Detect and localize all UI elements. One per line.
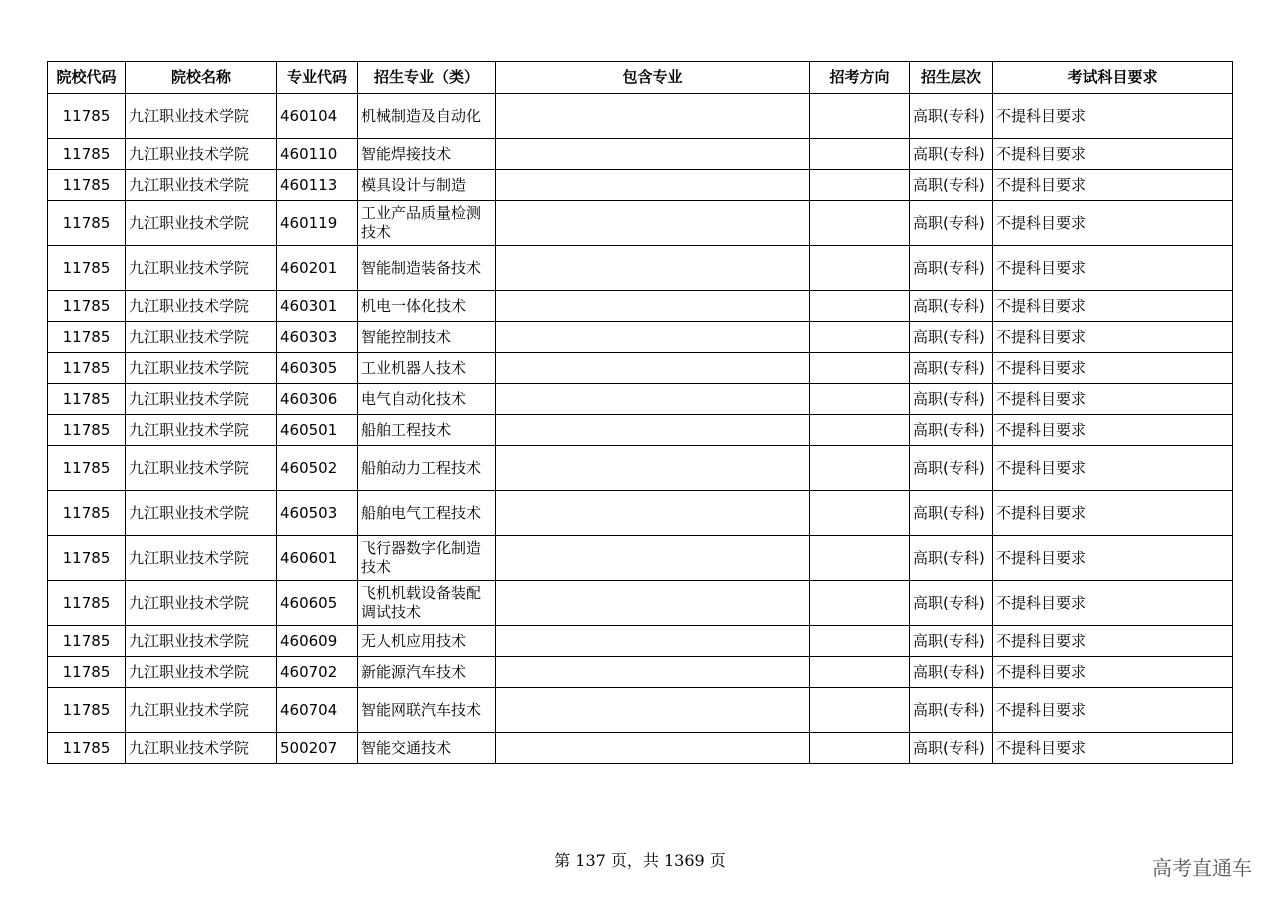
table-row <box>48 415 1233 446</box>
included-majors-cell <box>496 170 810 201</box>
table-row <box>48 581 1233 626</box>
requirement-cell: 不提科目要求 <box>993 170 1233 201</box>
requirement-cell: 不提科目要求 <box>993 291 1233 322</box>
direction-cell <box>810 291 910 322</box>
direction-cell <box>810 581 910 626</box>
direction-cell <box>810 688 910 733</box>
table-row <box>48 384 1233 415</box>
included-majors-cell <box>496 201 810 246</box>
school-code-cell: 11785 <box>48 733 126 764</box>
major-name-cell: 模具设计与制造 <box>358 170 496 201</box>
school-code-cell: 11785 <box>48 626 126 657</box>
major-name-cell: 智能网联汽车技术 <box>358 688 496 733</box>
direction-cell <box>810 322 910 353</box>
major-name-cell: 智能制造装备技术 <box>358 246 496 291</box>
school-name-cell: 九江职业技术学院 <box>126 246 277 291</box>
school-code-cell: 11785 <box>48 446 126 491</box>
major-name-cell: 无人机应用技术 <box>358 626 496 657</box>
direction-cell <box>810 657 910 688</box>
requirement-cell: 不提科目要求 <box>993 415 1233 446</box>
included-majors-cell <box>496 353 810 384</box>
school-code-cell: 11785 <box>48 170 126 201</box>
requirement-cell: 不提科目要求 <box>993 626 1233 657</box>
direction-cell <box>810 170 910 201</box>
major-code-cell: 500207 <box>277 733 358 764</box>
table-row <box>48 94 1233 139</box>
direction-cell <box>810 536 910 581</box>
major-name-cell: 船舶电气工程技术 <box>358 491 496 536</box>
school-code-cell: 11785 <box>48 322 126 353</box>
requirement-cell: 不提科目要求 <box>993 446 1233 491</box>
major-code-cell: 460609 <box>277 626 358 657</box>
major-code-cell: 460502 <box>277 446 358 491</box>
level-cell: 高职(专科) <box>910 201 993 246</box>
major-code-cell: 460601 <box>277 536 358 581</box>
school-name-cell: 九江职业技术学院 <box>126 657 277 688</box>
school-name-cell: 九江职业技术学院 <box>126 201 277 246</box>
school-name-cell: 九江职业技术学院 <box>126 446 277 491</box>
table-row <box>48 733 1233 764</box>
requirement-cell: 不提科目要求 <box>993 139 1233 170</box>
table-row <box>48 201 1233 246</box>
included-majors-cell <box>496 688 810 733</box>
header-requirement: 考试科目要求 <box>993 62 1233 94</box>
school-name-cell: 九江职业技术学院 <box>126 733 277 764</box>
table-row <box>48 353 1233 384</box>
included-majors-cell <box>496 536 810 581</box>
school-code-cell: 11785 <box>48 353 126 384</box>
major-code-cell: 460306 <box>277 384 358 415</box>
major-name-cell: 飞行器数字化制造技术 <box>358 536 496 581</box>
major-code-cell: 460305 <box>277 353 358 384</box>
level-cell: 高职(专科) <box>910 170 993 201</box>
major-code-cell: 460704 <box>277 688 358 733</box>
table-row <box>48 246 1233 291</box>
major-code-cell: 460503 <box>277 491 358 536</box>
school-name-cell: 九江职业技术学院 <box>126 415 277 446</box>
level-cell: 高职(专科) <box>910 688 993 733</box>
school-code-cell: 11785 <box>48 291 126 322</box>
table-row <box>48 322 1233 353</box>
included-majors-cell <box>496 581 810 626</box>
table-row <box>48 688 1233 733</box>
school-name-cell: 九江职业技术学院 <box>126 688 277 733</box>
requirement-cell: 不提科目要求 <box>993 94 1233 139</box>
direction-cell <box>810 384 910 415</box>
school-code-cell: 11785 <box>48 94 126 139</box>
header-major: 招生专业（类） <box>358 62 496 94</box>
school-name-cell: 九江职业技术学院 <box>126 94 277 139</box>
school-name-cell: 九江职业技术学院 <box>126 139 277 170</box>
level-cell: 高职(专科) <box>910 139 993 170</box>
header-school-name: 院校名称 <box>126 62 277 94</box>
major-name-cell: 智能控制技术 <box>358 322 496 353</box>
major-code-cell: 460301 <box>277 291 358 322</box>
major-name-cell: 工业机器人技术 <box>358 353 496 384</box>
requirement-cell: 不提科目要求 <box>993 491 1233 536</box>
header-direction: 招考方向 <box>810 62 910 94</box>
table-row <box>48 491 1233 536</box>
included-majors-cell <box>496 94 810 139</box>
included-majors-cell <box>496 291 810 322</box>
included-majors-cell <box>496 384 810 415</box>
major-code-cell: 460201 <box>277 246 358 291</box>
included-majors-cell <box>496 657 810 688</box>
school-code-cell: 11785 <box>48 688 126 733</box>
major-name-cell: 工业产品质量检测技术 <box>358 201 496 246</box>
header-included-majors: 包含专业 <box>496 62 810 94</box>
requirement-cell: 不提科目要求 <box>993 536 1233 581</box>
included-majors-cell <box>496 626 810 657</box>
direction-cell <box>810 446 910 491</box>
level-cell: 高职(专科) <box>910 536 993 581</box>
requirement-cell: 不提科目要求 <box>993 733 1233 764</box>
major-code-cell: 460113 <box>277 170 358 201</box>
included-majors-cell <box>496 322 810 353</box>
level-cell: 高职(专科) <box>910 384 993 415</box>
table-row <box>48 170 1233 201</box>
major-name-cell: 机械制造及自动化 <box>358 94 496 139</box>
level-cell: 高职(专科) <box>910 415 993 446</box>
table-row <box>48 536 1233 581</box>
major-code-cell: 460303 <box>277 322 358 353</box>
school-name-cell: 九江职业技术学院 <box>126 322 277 353</box>
direction-cell <box>810 415 910 446</box>
table-body <box>48 94 1233 764</box>
school-code-cell: 11785 <box>48 581 126 626</box>
direction-cell <box>810 246 910 291</box>
major-code-cell: 460702 <box>277 657 358 688</box>
school-code-cell: 11785 <box>48 139 126 170</box>
direction-cell <box>810 733 910 764</box>
requirement-cell: 不提科目要求 <box>993 246 1233 291</box>
requirement-cell: 不提科目要求 <box>993 322 1233 353</box>
requirement-cell: 不提科目要求 <box>993 688 1233 733</box>
major-code-cell: 460110 <box>277 139 358 170</box>
school-name-cell: 九江职业技术学院 <box>126 384 277 415</box>
direction-cell <box>810 353 910 384</box>
major-code-cell: 460501 <box>277 415 358 446</box>
direction-cell <box>810 94 910 139</box>
major-code-cell: 460605 <box>277 581 358 626</box>
table-row <box>48 139 1233 170</box>
requirement-cell: 不提科目要求 <box>993 201 1233 246</box>
major-name-cell: 飞机机载设备装配调试技术 <box>358 581 496 626</box>
requirement-cell: 不提科目要求 <box>993 384 1233 415</box>
major-name-cell: 机电一体化技术 <box>358 291 496 322</box>
level-cell: 高职(专科) <box>910 657 993 688</box>
school-code-cell: 11785 <box>48 536 126 581</box>
level-cell: 高职(专科) <box>910 446 993 491</box>
school-name-cell: 九江职业技术学院 <box>126 353 277 384</box>
major-code-cell: 460119 <box>277 201 358 246</box>
school-name-cell: 九江职业技术学院 <box>126 626 277 657</box>
level-cell: 高职(专科) <box>910 491 993 536</box>
requirement-cell: 不提科目要求 <box>993 657 1233 688</box>
school-name-cell: 九江职业技术学院 <box>126 291 277 322</box>
included-majors-cell <box>496 415 810 446</box>
major-code-cell: 460104 <box>277 94 358 139</box>
major-name-cell: 智能焊接技术 <box>358 139 496 170</box>
direction-cell <box>810 491 910 536</box>
school-name-cell: 九江职业技术学院 <box>126 491 277 536</box>
header-level: 招生层次 <box>910 62 993 94</box>
table-row <box>48 626 1233 657</box>
level-cell: 高职(专科) <box>910 581 993 626</box>
level-cell: 高职(专科) <box>910 626 993 657</box>
admissions-table <box>47 61 1233 764</box>
header-major-code: 专业代码 <box>277 62 358 94</box>
level-cell: 高职(专科) <box>910 322 993 353</box>
level-cell: 高职(专科) <box>910 291 993 322</box>
school-name-cell: 九江职业技术学院 <box>126 581 277 626</box>
header-school-code: 院校代码 <box>48 62 126 94</box>
school-name-cell: 九江职业技术学院 <box>126 536 277 581</box>
direction-cell <box>810 626 910 657</box>
school-code-cell: 11785 <box>48 491 126 536</box>
direction-cell <box>810 139 910 170</box>
table-row <box>48 446 1233 491</box>
school-code-cell: 11785 <box>48 201 126 246</box>
major-name-cell: 智能交通技术 <box>358 733 496 764</box>
school-code-cell: 11785 <box>48 384 126 415</box>
table-row <box>48 657 1233 688</box>
school-name-cell: 九江职业技术学院 <box>126 170 277 201</box>
level-cell: 高职(专科) <box>910 246 993 291</box>
school-code-cell: 11785 <box>48 246 126 291</box>
major-name-cell: 船舶工程技术 <box>358 415 496 446</box>
requirement-cell: 不提科目要求 <box>993 581 1233 626</box>
included-majors-cell <box>496 139 810 170</box>
watermark-text: 高考直通车 <box>1152 856 1252 880</box>
direction-cell <box>810 201 910 246</box>
header-row <box>48 62 1233 94</box>
included-majors-cell <box>496 733 810 764</box>
included-majors-cell <box>496 491 810 536</box>
major-name-cell: 电气自动化技术 <box>358 384 496 415</box>
requirement-cell: 不提科目要求 <box>993 353 1233 384</box>
table-row <box>48 291 1233 322</box>
level-cell: 高职(专科) <box>910 733 993 764</box>
level-cell: 高职(专科) <box>910 353 993 384</box>
school-code-cell: 11785 <box>48 657 126 688</box>
major-name-cell: 新能源汽车技术 <box>358 657 496 688</box>
major-name-cell: 船舶动力工程技术 <box>358 446 496 491</box>
page-number: 第 137 页，共 1369 页 <box>554 851 726 870</box>
level-cell: 高职(专科) <box>910 94 993 139</box>
included-majors-cell <box>496 446 810 491</box>
school-code-cell: 11785 <box>48 415 126 446</box>
included-majors-cell <box>496 246 810 291</box>
